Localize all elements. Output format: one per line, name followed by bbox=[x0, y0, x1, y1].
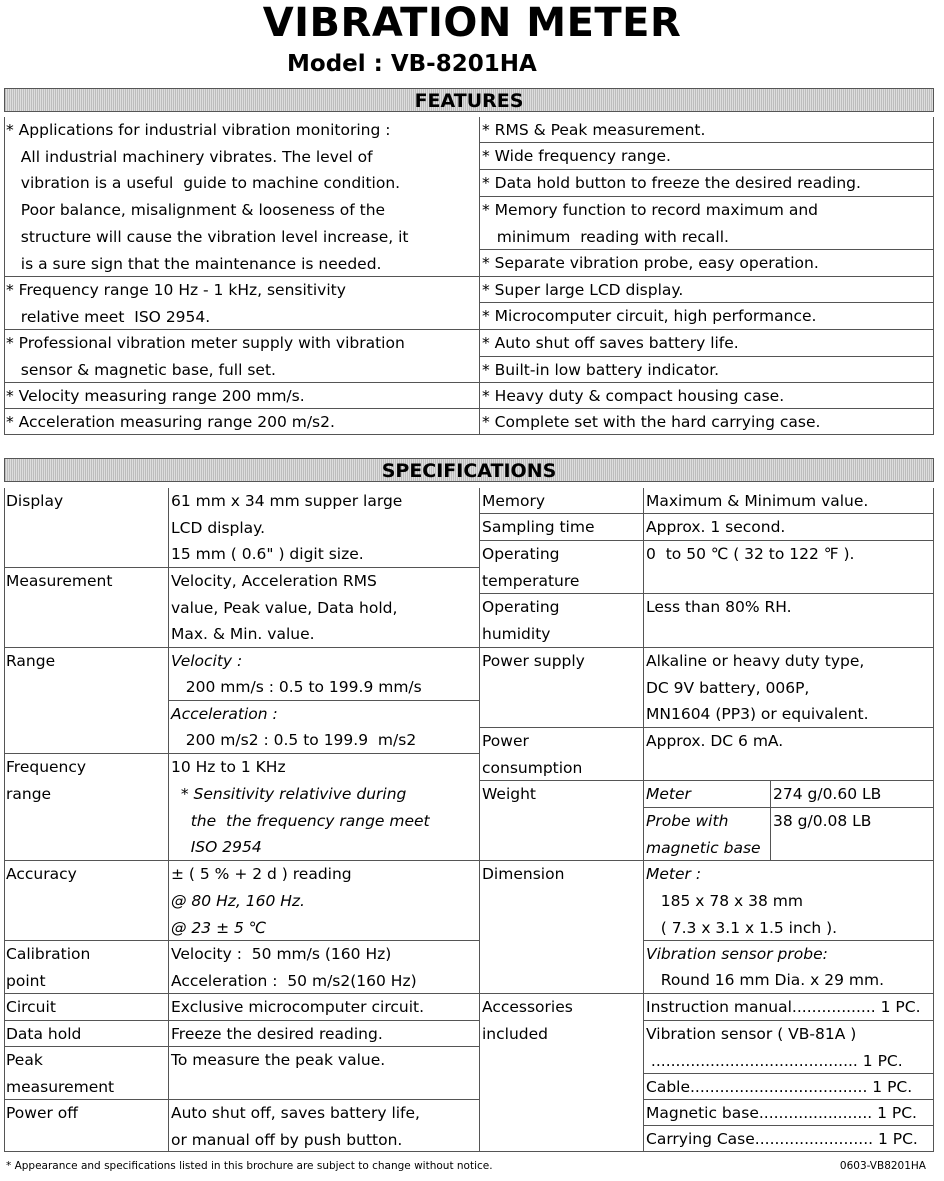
accessory-item-carrying-case: Carrying Case........................ 1 PC. bbox=[644, 1126, 933, 1152]
footer-disclaimer: * Appearance and specifications listed in this brochure are subject to change without notice. bbox=[6, 1160, 493, 1172]
spec-value-op-humidity: Less than 80% RH. bbox=[644, 594, 933, 648]
spec-label-weight: Weight bbox=[480, 781, 643, 861]
feature-right-11: * Complete set with the hard carrying case. bbox=[480, 409, 933, 435]
spec-value-memory: Maximum & Minimum value. bbox=[644, 488, 933, 514]
feature-left-3: * Professional vibration meter supply with vibration sensor & magnetic base, full set. bbox=[4, 330, 479, 383]
spec-value-accuracy: ± ( 5 % + 2 d ) reading bbox=[171, 865, 352, 883]
accessory-item-manual: Instruction manual................. 1 PC. bbox=[644, 994, 933, 1021]
feature-right-5: * Separate vibration probe, easy operation. bbox=[480, 250, 933, 277]
feature-left-5: * Acceleration measuring range 200 m/s2. bbox=[4, 409, 479, 435]
spec-value-frequency-note: * Sensitivity relativive during the the frequency range meet ISO 2954 bbox=[169, 781, 479, 861]
spec-weight-probe-label: Probe with magnetic base bbox=[644, 808, 770, 861]
feature-right-1: * RMS & Peak measurement. bbox=[480, 117, 933, 143]
spec-label-circuit: Circuit bbox=[4, 994, 168, 1021]
spec-value-range-velocity-label: Velocity : bbox=[171, 652, 243, 670]
spec-value-range-accel-label: Acceleration : bbox=[171, 705, 278, 723]
spec-label-frequency-range: Frequency range bbox=[4, 754, 168, 861]
spec-label-peak: Peak measurement bbox=[4, 1047, 168, 1100]
accessory-item-cable: Cable.................................... 1 PC. bbox=[644, 1074, 933, 1100]
spec-value-accuracy-conditions: @ 80 Hz, 160 Hz. @ 23 ± 5 ℃ bbox=[169, 888, 479, 941]
feature-right-2: * Wide frequency range. bbox=[480, 143, 933, 170]
model-number: Model : VB-8201HA bbox=[287, 51, 537, 77]
spec-value-data-hold: Freeze the desired reading. bbox=[169, 1021, 479, 1047]
spec-dimension-probe-value: Round 16 mm Dia. x 29 mm. bbox=[644, 967, 933, 994]
spec-value-frequency: 10 Hz to 1 KHz bbox=[171, 758, 286, 776]
spec-label-accessories: Accessories included bbox=[482, 998, 573, 1043]
spec-value-measurement: Velocity, Acceleration RMS value, Peak value, Data hold, Max. & Min. value. bbox=[169, 568, 479, 648]
spec-value-power-consumption: Approx. DC 6 mA. bbox=[644, 728, 933, 781]
feature-left-2: * Frequency range 10 Hz - 1 kHz, sensitivity relative meet ISO 2954. bbox=[4, 277, 479, 330]
specifications-heading: SPECIFICATIONS bbox=[4, 458, 934, 482]
feature-left-1: * Applications for industrial vibration monitoring : All industrial machinery vibrates. The level of vibration is a useful guide to machine condition. Poor balance, misalignment & looseness of the structure will cause the vibration level increase, it is a sure sign that the maintenance is needed. bbox=[4, 117, 479, 277]
spec-dimension-meter-label: Meter : bbox=[646, 865, 702, 883]
features-heading: FEATURES bbox=[4, 88, 934, 112]
spec-value-range-accel: 200 m/s2 : 0.5 to 199.9 m/s2 bbox=[169, 727, 479, 754]
spec-label-power-consumption: Power consumption bbox=[480, 728, 643, 781]
spec-label-sampling: Sampling time bbox=[480, 514, 643, 541]
spec-dimension-meter-value: 185 x 78 x 38 mm ( 7.3 x 3.1 x 1.5 inch ). bbox=[644, 888, 933, 941]
spec-label-op-humidity: Operating humidity bbox=[480, 594, 643, 648]
accessory-item-sensor: Vibration sensor ( VB-81A ) .......................................... 1 PC. bbox=[644, 1021, 933, 1074]
spec-value-sampling: Approx. 1 second. bbox=[644, 514, 933, 541]
spec-value-power-off: Auto shut off, saves battery life, or manual off by push button. bbox=[169, 1100, 479, 1152]
spec-label-measurement: Measurement bbox=[4, 568, 168, 648]
spec-label-calibration: Calibration point bbox=[4, 941, 168, 994]
spec-dimension-probe-label: Vibration sensor probe: bbox=[646, 945, 828, 963]
feature-right-7: * Microcomputer circuit, high performance. bbox=[480, 303, 933, 330]
spec-label-range: Range bbox=[4, 648, 168, 754]
spec-value-power-supply: Alkaline or heavy duty type, DC 9V battery, 006P, MN1604 (PP3) or equivalent. bbox=[644, 648, 933, 728]
accessory-item-magnetic-base: Magnetic base....................... 1 PC. bbox=[644, 1100, 933, 1126]
feature-right-3: * Data hold button to freeze the desired reading. bbox=[480, 170, 933, 197]
spec-value-range-velocity: 200 mm/s : 0.5 to 199.9 mm/s bbox=[169, 674, 479, 701]
spec-value-op-temp: 0 to 50 ℃ ( 32 to 122 ℉ ). bbox=[644, 541, 933, 594]
spec-value-peak: To measure the peak value. bbox=[169, 1047, 479, 1100]
spec-label-power-supply: Power supply bbox=[480, 648, 643, 728]
feature-right-9: * Built-in low battery indicator. bbox=[480, 357, 933, 383]
feature-left-4: * Velocity measuring range 200 mm/s. bbox=[4, 383, 479, 409]
feature-right-10: * Heavy duty & compact housing case. bbox=[480, 383, 933, 409]
spec-value-calibration: Velocity : 50 mm/s (160 Hz) Acceleration : 50 m/s2(160 Hz) bbox=[169, 941, 479, 994]
page-title: VIBRATION METER bbox=[262, 0, 682, 46]
spec-label-memory: Memory bbox=[480, 488, 643, 514]
spec-value-display: 61 mm x 34 mm supper large LCD display. 15 mm ( 0.6" ) digit size. bbox=[169, 488, 479, 568]
feature-right-4: * Memory function to record maximum and minimum reading with recall. bbox=[480, 197, 933, 250]
spec-label-display: Display bbox=[4, 488, 168, 568]
footer-code: 0603-VB8201HA bbox=[839, 1160, 926, 1172]
spec-label-accuracy: Accuracy bbox=[4, 861, 168, 941]
spec-value-circuit: Exclusive microcomputer circuit. bbox=[169, 994, 479, 1021]
spec-label-data-hold: Data hold bbox=[4, 1021, 168, 1047]
spec-label-power-off: Power off bbox=[4, 1100, 168, 1152]
spec-weight-meter-label: Meter bbox=[644, 781, 770, 808]
spec-weight-meter-value: 274 g/0.60 LB bbox=[770, 781, 933, 808]
features-table bbox=[4, 117, 934, 435]
spec-label-op-temp: Operating temperature bbox=[480, 541, 643, 594]
spec-label-dimension: Dimension bbox=[480, 861, 643, 994]
spec-weight-probe-value: 38 g/0.08 LB bbox=[770, 808, 933, 861]
specifications-table bbox=[4, 488, 934, 1152]
feature-right-6: * Super large LCD display. bbox=[480, 277, 933, 303]
feature-right-8: * Auto shut off saves battery life. bbox=[480, 330, 933, 357]
